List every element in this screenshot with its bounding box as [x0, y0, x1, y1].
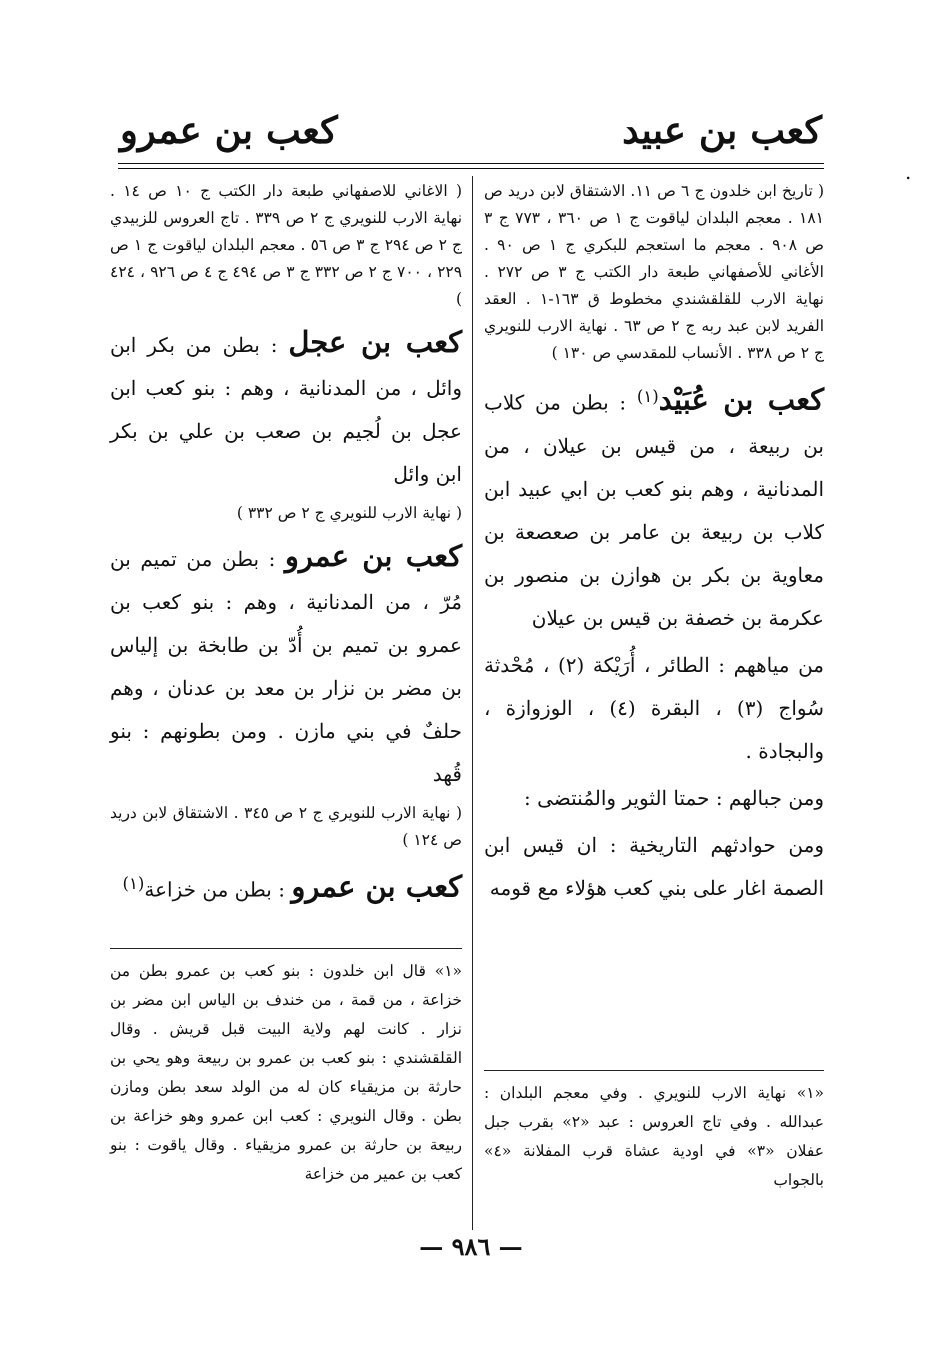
footnote-rule — [110, 948, 462, 949]
entry-body: : بطن من تميم بن مُرّ ، من المدنانية ، وهم : بنو كعب بن عمرو بن تميم بن أُدّ بن طابخة بن إلياس بن مضر بن نزار بن معد بن عدنان ، وهم حلفٌ في بني مازن . ومن بطونهم : بنو قُهد — [110, 547, 462, 786]
entry-heading: كعب بن عُبَيْد — [658, 382, 825, 417]
column-divider — [472, 176, 473, 1230]
right-column — [484, 178, 824, 914]
entry-references: ( نهاية الارب للنويري ج ٢ ص ٣٣٢ ) — [236, 504, 462, 522]
footnote-text: «١» قال ابن خلدون : بنو كعب بن عمرو بطن من خزاعة ، من قمة ، من خندف بن الياس ابن مضر بن نزار . كانت لهم ولاية البيت قبل قريش . وقال القلقشندي : بنو كعب بن عمرو بن ربيعة وهو يحي بن حارثة بن مزيقياء كان له من الولد سعد بطن ومازن بطن . وقال النويري : كعب ابن عمرو وهو خزاعة بن ربيعة بن حارثة بن عمرو مزيقياء . وقال ياقوت : بنو كعب بن عمير من خزاعة — [110, 962, 462, 1183]
running-title-right: كعب بن عبيد — [622, 108, 822, 152]
entry-body: : بطن من كلاب بن ربيعة ، من قيس بن عيلان ، من المدنانية ، وهم بنو كعب بن ابي عبيد ابن كلاب بن ربيعة بن عامر بن صعصعة بن معاوية بن بكر بن هوازن بن منصور بن عكرمة بن خصفة بن قيس بن عيلان — [484, 390, 824, 630]
left-column — [110, 178, 462, 916]
entry-kaab-ibn-amr-khuzaa — [110, 862, 462, 912]
left-footnotes — [110, 948, 462, 1189]
entry-kaab-ibn-ijl — [110, 321, 462, 496]
left-references: ( الاغاني للاصفهاني طبعة دار الكتب ج ١٠ ص ١٤ . نهاية الارب للنويري ج ٢ ص ٣٣٩ . تاج العروس للزبيدي ج ٢ ص ٢٩٤ ج ٣ ص ٥٦ . معجم البلدان لياقوت ج ١ ص ٢٢٩ ، ٧٠٠ ج ٢ ص ٣٣٢ ج ٣ ص ٤٩٤ ج ٤ ص ٩٢٦ ، ٤٢٤ ) — [110, 182, 463, 308]
waters-paragraph: من مياههم : الطائر ، أُرَيْكة (٢) ، مُحْدثة سُواج (٣) ، البقرة (٤) ، الوزوازة ، والبجادة . — [484, 652, 824, 763]
running-title-left: كعب بن عمرو — [120, 108, 338, 152]
entry-kaab-ibn-amr-tamim — [110, 535, 462, 796]
mountains-paragraph: ومن جبالهم : حمتا الثوير والمُنتضى : — [524, 785, 824, 810]
entry-body: : بطن من خزاعة — [144, 877, 285, 902]
page-number: — ٩٨٦ — — [419, 1232, 523, 1261]
entry-heading: كعب بن عجل — [288, 325, 463, 359]
footnote-rule — [484, 1070, 824, 1071]
right-footnotes — [484, 1070, 824, 1195]
margin-dot: . — [905, 160, 912, 184]
events-paragraph: ومن حوادثهم التاريخية : ان قيس ابن الصمة اغار على بني كعب هؤلاء مع قومه — [484, 832, 824, 900]
footnote-mark: (١) — [122, 874, 145, 893]
right-references: ( تاريخ ابن خلدون ج ٦ ص ١١. الاشتقاق لابن دريد ص ١٨١ . معجم البلدان لياقوت ج ١ ص ٣٦٠ ، ٧٧٣ ج ٣ ص ٩٠٨ . معجم ما استعجم للبكري ج ١ ص ٩٠ . الأغاني للأصفهاني طبعة دار الكتب ج ٣ ص ٢٧٢ . نهاية الارب للقلقشندي مخطوط ق ١٦٣-١ . العقد الفريد لابن عبد ربه ج ٢ ص ٦٣ . نهاية الارب للنويري ج ٢ ص ٣٣٨ . الأنساب للمقدسي ص ١٣٠ ) — [484, 182, 825, 362]
footnote-text: «١» نهاية الارب للنويري . وفي معجم البلدان : عبدالله . وفي تاج العروس : عبد «٢» بقرب جبل عفلان «٣» في اودية عشاة قرب المفلانة «٤» بالجواب — [484, 1084, 824, 1189]
footnote-mark: (١) — [636, 387, 659, 406]
entry-body: : بطن من بكر ابن وائل ، من المدنانية ، وهم : بنو كعب ابن عجل بن لُجيم بن صعب بن علي بن بكر ابن وائل — [110, 333, 462, 486]
entry-heading: كعب بن عمرو — [291, 869, 462, 904]
entry-references: ( نهاية الارب للنويري ج ٢ ص ٣٤٥ . الاشتقاق لابن دريد ص ١٢٤ ) — [110, 804, 462, 849]
header-double-rule — [118, 163, 824, 169]
entry-kaab-ibn-ubayd — [484, 375, 824, 640]
entry-heading: كعب بن عمرو — [284, 539, 463, 573]
